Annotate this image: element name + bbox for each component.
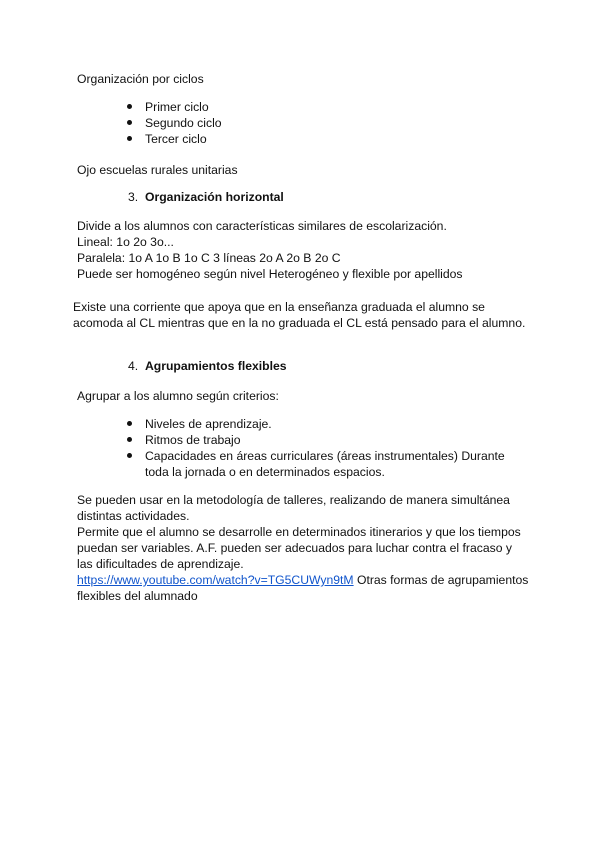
bullet-icon [127, 104, 132, 109]
section3-paragraph-line-2: acomoda al CL mientras que en la no graduada el CL está pensado para el alumno. [73, 316, 526, 330]
section4-number: 4. [128, 359, 139, 373]
section3-line-1: Divide a los alumnos con características similares de escolarización. [77, 219, 447, 233]
section3-line-4: Puede ser homogéneo según nivel Heterogéneo y flexible por apellidos [77, 267, 463, 281]
link-line [77, 572, 528, 588]
bullet-icon [127, 421, 132, 426]
section3-line-2: Lineal: 1o 2o 3o... [77, 235, 174, 249]
section3-heading: Organización horizontal [145, 190, 284, 204]
talleres-line-2: distintas actividades. [77, 509, 190, 523]
rural-note: Ojo escuelas rurales unitarias [77, 163, 238, 177]
section3-paragraph-line-1: Existe una corriente que apoya que en la enseñanza graduada el alumno se [73, 300, 485, 314]
ciclos-title: Organización por ciclos [77, 72, 204, 86]
criterio-item-1: Niveles de aprendizaje. [145, 417, 272, 431]
permite-line-3: las dificultades de aprendizaje. [77, 557, 244, 571]
criterio-item-3-line-1: Capacidades en áreas curriculares (áreas instrumentales) Durante [145, 449, 505, 463]
criterio-item-3-line-2: toda la jornada o en determinados espacios. [145, 465, 385, 479]
youtube-link[interactable]: https://www.youtube.com/watch?v=TG5CUWyn9tM [77, 573, 354, 587]
ciclo-item-3: Tercer ciclo [145, 132, 207, 146]
section3-line-3: Paralela: 1o A 1o B 1o C 3 líneas 2o A 2o B 2o C [77, 251, 341, 265]
section4-heading: Agrupamientos flexibles [145, 359, 287, 373]
ciclo-item-1: Primer ciclo [145, 100, 209, 114]
section3-number: 3. [128, 190, 139, 204]
talleres-line-1: Se pueden usar en la metodología de talleres, realizando de manera simultánea [77, 493, 510, 507]
section4-intro: Agrupar a los alumno según criterios: [77, 389, 279, 403]
bullet-icon [127, 453, 132, 458]
last-line: flexibles del alumnado [77, 589, 198, 603]
permite-line-2: puedan ser variables. A.F. pueden ser adecuados para luchar contra el fracaso y [77, 541, 512, 555]
bullet-icon [127, 437, 132, 442]
ciclo-item-2: Segundo ciclo [145, 116, 222, 130]
criterio-item-2: Ritmos de trabajo [145, 433, 241, 447]
bullet-icon [127, 120, 132, 125]
permite-line-1: Permite que el alumno se desarrolle en determinados itinerarios y que los tiempos [77, 525, 521, 539]
bullet-icon [127, 136, 132, 141]
link-after-text: Otras formas de agrupamientos [353, 573, 529, 587]
